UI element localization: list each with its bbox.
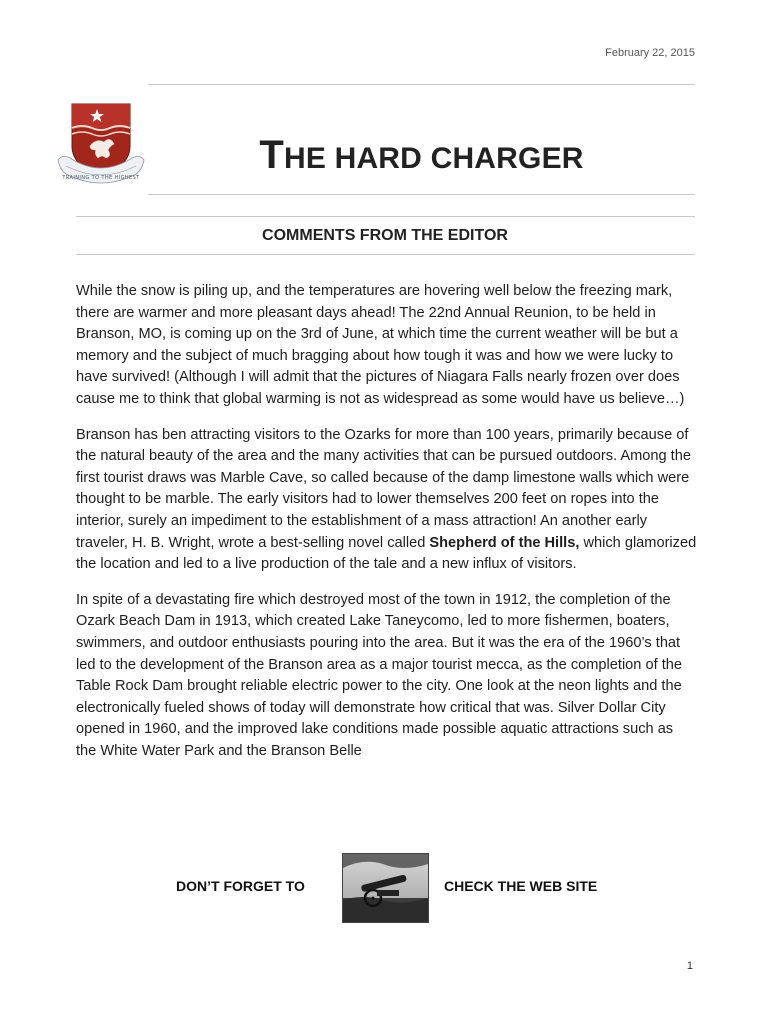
artillery-cannon-photo [343,854,428,922]
crest-logo [52,100,150,192]
top-rule [148,84,695,85]
section-rule-top [76,216,695,217]
title-rule-bottom [148,194,695,195]
paragraph-2-text: Branson has ben attracting visitors to the Ozarks for more than 100 years, primarily because of the natural beauty of the area and the many activities that can be pursued outdoors. Among the first tourist draws was Marble Cave, so called because of the damp limestone walls which were thought to be marble. The early visitors had to lower themselves 200 feet on ropes into the interior, surely an impediment to the establishment of a mass attraction! An another early traveler, H. B. Wright, wrote a best-selling novel called [76,426,691,551]
section-heading: COMMENTS FROM THE EDITOR [262,227,508,244]
paragraph-2 [76,425,697,576]
regimental-crest-icon [52,100,150,192]
editorial-body [76,281,697,776]
title-initial: T [259,133,284,177]
footer-left-label: DON’T FORGET TO [176,878,305,894]
paragraph-2-tail: which glamorized the location and led to a live production of the tale and a new influx of visitors. [76,534,697,573]
paragraph-3: In spite of a devastating fire which destroyed most of the town in 1912, the completion of the Ozark Beach Dam in 1913, which created Lake Taneycomo, led to more fishermen, boaters, swimmers, and outdoor enthusiasts pouring into the area. But it was the era of the 1960’s that led to the development of the Branson area as a major tourist mecca, as the completion of the Table Rock Dam brought reliable electric power to the city. One look at the neon lights and the electronically fueled shows of today will demonstrate how critical that was. Silver Dollar City opened in 1960, and the improved lake conditions made possible aquatic attractions such as the White Water Park and the Branson Belle [76,591,682,759]
page-number: 1 [686,960,693,972]
svg-text:TRAINING TO THE HIGHEST: TRAINING TO THE HIGHEST [62,175,140,181]
date: February 22, 2015 [605,47,695,59]
book-title: Shepherd of the Hills, [429,534,580,551]
newsletter-title [148,133,695,178]
footer-right-label: CHECK THE WEB SITE [444,878,598,894]
paragraph-1: While the snow is piling up, and the temperatures are hovering well below the freezing mark, there are warmer and more pleasant days ahead! The 22nd Annual Reunion, to be held in Branson, MO, is coming up on the 3rd of June, at which time the current weather will be but a memory and the subject of much bragging about how tough it was and how we were lucky to have survived! (Although I will admit that the pictures of Niagara Falls nearly frozen over does cause me to think that global warming is not as widespread as some would have us believe…) [76,283,685,407]
title-rest: HE HARD CHARGER [283,142,584,175]
cannon-photo [342,853,429,923]
section-rule-bottom [76,254,695,255]
